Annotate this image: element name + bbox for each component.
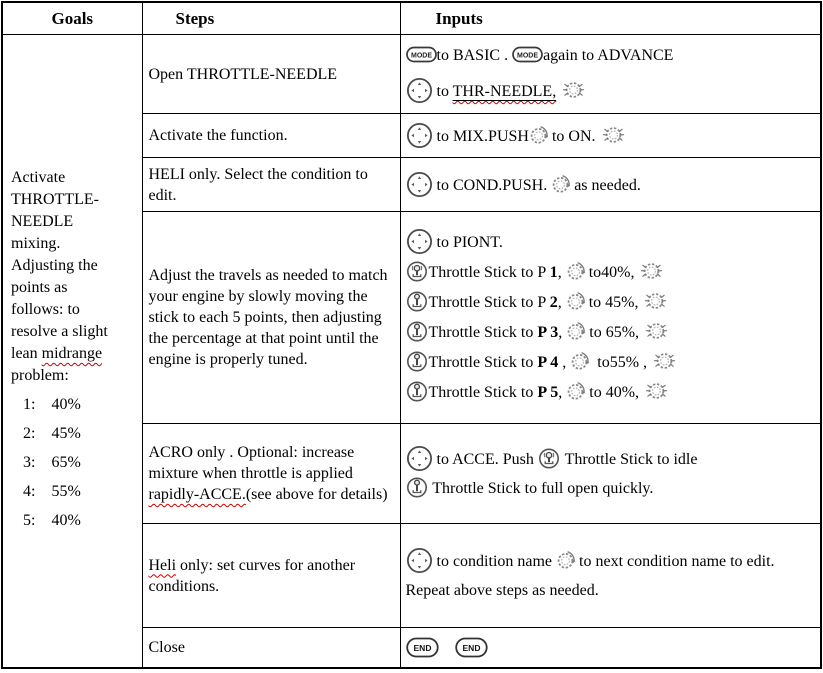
underlined-text: THR-NEEDLE,	[452, 83, 557, 100]
goal-text-line	[11, 365, 134, 387]
step-text	[149, 265, 392, 370]
throttle-stick-up-icon	[406, 381, 428, 402]
inputs-cell	[400, 628, 821, 668]
throttle-stick-down-icon	[538, 448, 560, 469]
text-run: to40%,	[588, 263, 639, 281]
text-run: to COND.PUSH.	[432, 176, 552, 194]
text-run	[453, 83, 557, 100]
inputs-line	[406, 288, 817, 318]
text-run: to55% ,	[593, 353, 652, 371]
inputs-line	[406, 378, 817, 408]
text-run: THROTTLE-	[11, 190, 99, 208]
flashing-dial-icon	[560, 79, 587, 101]
rotary-dial-icon	[566, 261, 589, 281]
goal-text-line	[11, 189, 134, 211]
goal-point	[11, 419, 134, 448]
inputs-content	[406, 444, 817, 503]
step-cell	[142, 35, 400, 114]
text-run: as needed.	[574, 176, 641, 194]
throttle-stick-up-icon	[406, 321, 428, 342]
text-run: only: set curves for another conditions.	[148, 556, 356, 595]
text-run: Throttle Stick to full open quickly.	[428, 480, 654, 497]
inputs-cell	[400, 35, 821, 114]
inputs-cell	[400, 424, 821, 524]
step-text	[149, 164, 392, 206]
inputs-content	[406, 170, 817, 200]
text-run: 2	[549, 293, 558, 311]
text-run: Throttle Stick to idle	[560, 451, 698, 468]
goal-text-line	[11, 255, 134, 277]
inputs-line	[406, 228, 817, 258]
step-cell	[142, 424, 400, 524]
cursor-pad-icon	[406, 228, 433, 255]
goals-cell	[2, 35, 142, 668]
column-header-goals: Goals	[2, 2, 142, 35]
step-cell	[142, 524, 400, 628]
point-value: 65%	[51, 453, 81, 471]
mode-key-icon	[512, 46, 543, 63]
text-run: Throttle Stick to P	[428, 293, 550, 311]
text-run: ,	[557, 263, 566, 281]
text-run: Close	[148, 638, 185, 656]
text-run: problem:	[11, 366, 69, 384]
goal-text-line	[11, 299, 134, 321]
point-number: 2:	[23, 424, 36, 442]
text-run: to ON.	[551, 127, 600, 145]
point-value: 40%	[51, 511, 81, 529]
text-run: ,	[558, 353, 571, 371]
text-run: Adjust the travels as needed to match your engine by slowly moving the stick to each 5 points, then adjusting the percentage at that point until the engine is properly tuned.	[148, 267, 388, 368]
mode-key-icon	[406, 46, 437, 63]
inputs-content	[406, 228, 817, 408]
rotary-dial-icon	[529, 125, 552, 145]
goal-point	[11, 506, 134, 535]
inputs-cell	[400, 114, 821, 158]
procedure-table	[1, 1, 822, 669]
inputs-content	[406, 121, 817, 151]
flashing-dial-icon	[643, 380, 670, 402]
text-run: to	[432, 83, 453, 100]
step-text	[149, 64, 392, 85]
inputs-line	[406, 122, 817, 150]
text-run: again to ADVANCE	[543, 47, 674, 64]
table-row	[2, 35, 821, 114]
step-text	[149, 125, 392, 146]
text-run: Activate the function.	[148, 127, 288, 144]
point-number: 5:	[23, 511, 36, 529]
inputs-line	[406, 75, 817, 109]
throttle-stick-down-icon	[406, 261, 428, 282]
inputs-line	[406, 171, 817, 199]
text-run: to next condition name to edit.	[579, 553, 775, 570]
rotary-dial-icon	[556, 550, 579, 570]
text-run: P 3	[537, 323, 559, 341]
inputs-line	[406, 475, 817, 502]
text-run: to 40%,	[589, 383, 644, 401]
inputs-line	[406, 39, 817, 73]
text-run: to PIONT.	[432, 233, 503, 251]
rotary-dial-icon	[566, 321, 589, 341]
flashing-dial-icon	[638, 260, 665, 282]
text-run: to 65%,	[589, 323, 644, 341]
goal-text-line	[11, 343, 134, 365]
text-run: follows: to	[11, 300, 80, 318]
text-run: points as	[11, 278, 68, 296]
cursor-pad-icon	[406, 547, 433, 574]
text-run: NEEDLE	[11, 212, 74, 230]
throttle-stick-up-icon	[406, 477, 428, 498]
text-run: Open THROTTLE-NEEDLE	[148, 65, 338, 83]
text-run: Throttle Stick to	[428, 323, 538, 341]
text-run: (see above for details)	[245, 486, 388, 503]
text-run: lean	[11, 344, 42, 362]
cursor-pad-icon	[406, 171, 433, 198]
text-run: ,	[557, 293, 566, 311]
rotary-dial-icon	[566, 291, 589, 311]
throttle-stick-up-icon	[406, 351, 428, 372]
step-cell	[142, 158, 400, 212]
rotary-dial-icon	[566, 381, 589, 401]
table-header-row	[2, 2, 821, 35]
goal-text-line	[11, 321, 134, 343]
text-run: mixing.	[11, 234, 61, 252]
inputs-content	[406, 633, 817, 662]
goal-description	[3, 167, 142, 535]
text-run: ,	[558, 383, 567, 401]
text-run: to 45%,	[588, 293, 643, 311]
text-run: P 4	[537, 353, 559, 371]
step-cell	[142, 114, 400, 158]
end-key-icon	[406, 637, 439, 658]
point-value: 55%	[51, 482, 81, 500]
inputs-line	[406, 258, 817, 288]
step-text	[149, 637, 392, 658]
inputs-cell	[400, 212, 821, 424]
text-run: to condition name	[432, 553, 557, 570]
goal-points-list	[11, 390, 134, 535]
text-run: HELI only. Select the condition to edit.	[148, 165, 368, 204]
cursor-pad-icon	[406, 77, 433, 104]
svg-text:END: END	[413, 642, 431, 653]
text-run: to BASIC .	[436, 47, 513, 64]
column-header-steps: Steps	[142, 2, 400, 35]
text-run: Throttle Stick to	[428, 353, 538, 371]
throttle-stick-up-icon	[406, 291, 428, 312]
text-run: Throttle Stick to P	[428, 263, 550, 281]
rotary-dial-icon	[570, 351, 593, 371]
inputs-line	[406, 318, 817, 348]
point-value: 40%	[51, 395, 81, 413]
step-text	[149, 442, 392, 505]
goal-text-line	[11, 233, 134, 255]
end-key-icon	[455, 637, 488, 658]
inputs-line	[406, 547, 817, 575]
goal-point	[11, 390, 134, 419]
goal-text-line	[11, 211, 134, 233]
inputs-cell	[400, 158, 821, 212]
step-cell	[142, 212, 400, 424]
cursor-pad-icon	[406, 445, 433, 472]
point-number: 4:	[23, 482, 36, 500]
flashing-dial-icon	[600, 124, 627, 146]
text-run: ,	[558, 323, 567, 341]
text-run: P 5	[537, 383, 559, 401]
goal-point	[11, 448, 134, 477]
flashing-dial-icon	[651, 350, 678, 372]
cursor-pad-icon	[406, 122, 433, 149]
inputs-line	[406, 348, 817, 378]
inputs-line	[406, 577, 817, 604]
inputs-cell	[400, 524, 821, 628]
inputs-content	[406, 546, 817, 605]
rotary-dial-icon	[551, 174, 574, 194]
goal-text-line	[11, 167, 134, 189]
text-run: midrange	[41, 344, 103, 362]
flashing-dial-icon	[643, 320, 670, 342]
text-run: Throttle Stick to	[428, 383, 538, 401]
text-run: resolve a slight	[11, 322, 108, 340]
point-number: 3:	[23, 453, 36, 471]
flashing-dial-icon	[642, 290, 669, 312]
inputs-content	[406, 38, 817, 110]
step-text	[149, 555, 392, 597]
goal-point	[11, 477, 134, 506]
step-cell	[142, 628, 400, 668]
text-run: 1	[549, 263, 558, 281]
text-run: rapidly-ACCE.	[148, 486, 246, 503]
text-run: ACRO only . Optional: increase mixture when throttle is applied	[148, 444, 355, 482]
text-run: to ACCE. Push	[432, 451, 538, 468]
column-header-inputs: Inputs	[400, 2, 821, 35]
point-number: 1:	[23, 395, 36, 413]
svg-text:MODE: MODE	[410, 52, 432, 60]
text-run: Repeat above steps as needed.	[405, 582, 599, 599]
text-run: to MIX.PUSH	[432, 127, 529, 145]
goal-text-line	[11, 277, 134, 299]
text-run: Activate	[11, 168, 66, 186]
inputs-line	[406, 634, 817, 661]
text-run: Adjusting the	[11, 256, 98, 274]
svg-text:END: END	[462, 642, 480, 653]
svg-text:MODE: MODE	[517, 52, 539, 60]
point-value: 45%	[51, 424, 81, 442]
text-run: Heli	[148, 556, 177, 574]
inputs-line	[406, 445, 817, 473]
